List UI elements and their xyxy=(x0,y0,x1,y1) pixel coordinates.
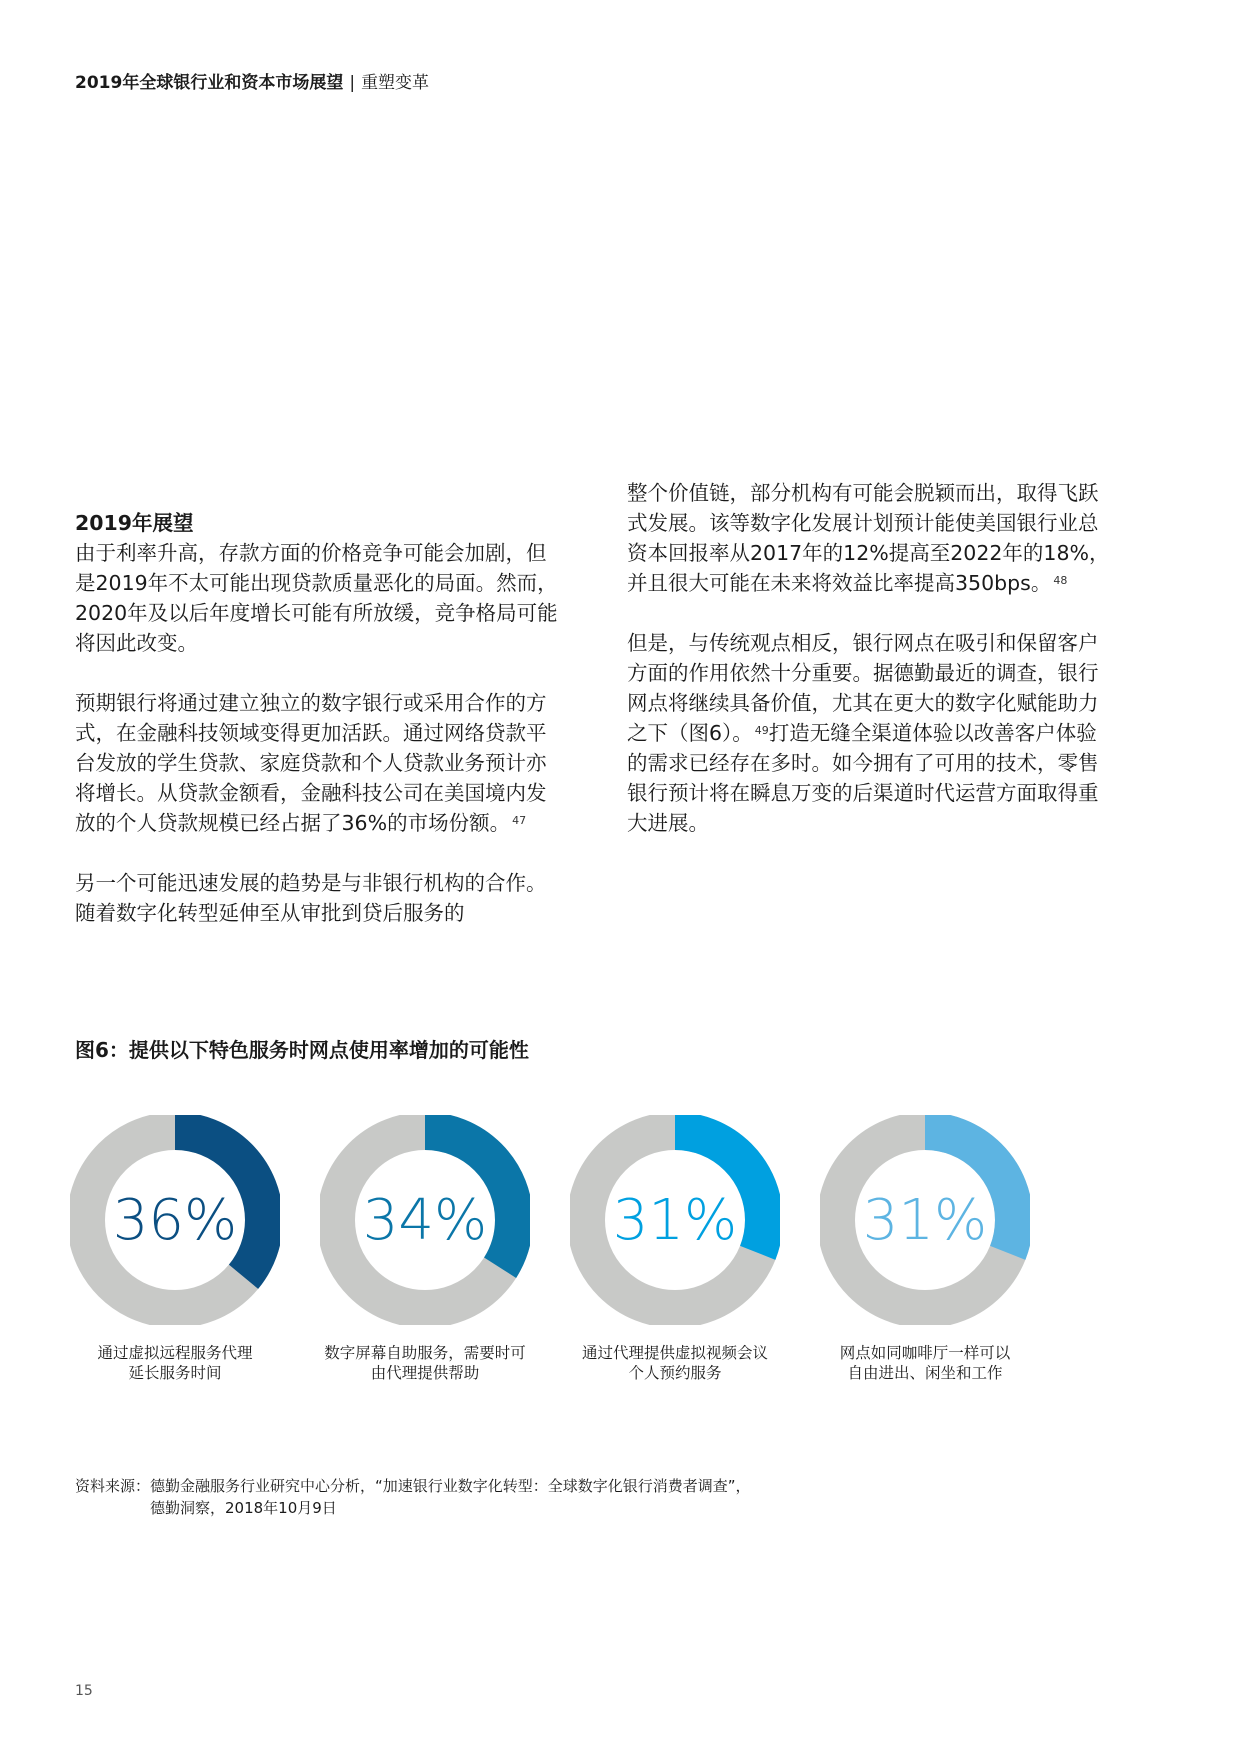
donut-1-svg xyxy=(70,1115,280,1325)
donut-2-value-label: 34% xyxy=(362,1188,488,1253)
donut-2-caption xyxy=(300,1343,550,1383)
donut-4-caption-line1: 网点如同咖啡厅一样可以 xyxy=(839,1344,1011,1362)
donut-4-caption-line2: 自由进出、闲坐和工作 xyxy=(847,1364,1003,1382)
source-note xyxy=(75,1475,751,1519)
donut-4-svg xyxy=(820,1115,1030,1325)
header-subtitle: 重塑变革 xyxy=(361,73,430,93)
left-paragraph-2 xyxy=(75,688,565,838)
donut-3-svg xyxy=(570,1115,780,1325)
left-column xyxy=(75,508,565,958)
figure-title: 图6：提供以下特色服务时网点使用率增加的可能性 xyxy=(75,1038,529,1062)
right-paragraph-2a-text: 但是，与传统观点相反，银行网点在吸引和保留客户方面的作用依然十分重要。据德勤最近的调查，银行网点将继续具备价值，尤其在更大的数字化赋能助力之下（图6）。 xyxy=(627,631,1099,745)
donut-1 xyxy=(50,1115,300,1383)
donut-4-value-label: 31% xyxy=(862,1188,988,1253)
left-paragraph-1: 由于利率升高，存款方面的价格竞争可能会加剧，但是2019年不太可能出现贷款质量恶化的局面。然而，2020年及以后年度增长可能有所放缓，竞争格局可能将因此改变。 xyxy=(75,541,558,655)
section-heading: 2019年展望 xyxy=(75,511,194,535)
donut-3-caption-line1: 通过代理提供虚拟视频会议 xyxy=(581,1344,768,1362)
donut-2-svg xyxy=(320,1115,530,1325)
running-header xyxy=(75,72,429,94)
footnote-ref-47: 47 xyxy=(512,814,527,827)
donut-3 xyxy=(550,1115,800,1383)
left-paragraph-3: 另一个可能迅速发展的趋势是与非银行机构的合作。随着数字化转型延伸至从审批到贷后服务的 xyxy=(75,871,547,925)
donut-1-caption-line1: 通过虚拟远程服务代理 xyxy=(97,1344,253,1362)
donut-2 xyxy=(300,1115,550,1383)
right-paragraph-2b-text: 打造无缝全渠道体验以改善客户体验的需求已经存在多时。如今拥有了可用的技术，零售银行预计将在瞬息万变的后渠道时代运营方面取得重大进展。 xyxy=(627,721,1099,835)
header-title: 2019年全球银行业和资本市场展望 xyxy=(75,73,344,93)
footnote-ref-48: 48 xyxy=(1053,574,1068,587)
donut-4-caption xyxy=(800,1343,1050,1383)
source-line-1: 资料来源：德勤金融服务行业研究中心分析，“加速银行业数字化转型：全球数字化银行消费者调查”， xyxy=(75,1477,751,1495)
donut-1-value-label: 36% xyxy=(112,1188,238,1253)
right-paragraph-1-text: 整个价值链，部分机构有可能会脱颖而出，取得飞跃式发展。该等数字化发展计划预计能使美国银行业总资本回报率从2017年的12%提高至2022年的18%，并且很大可能在未来将效益比率提高350bps。 xyxy=(627,481,1110,595)
donut-3-value-label: 31% xyxy=(612,1188,738,1253)
donut-2-caption-line1: 数字屏幕自助服务，需要时可 xyxy=(324,1344,526,1362)
donut-4 xyxy=(800,1115,1050,1383)
donut-1-caption xyxy=(50,1343,300,1383)
header-separator: | xyxy=(349,73,356,93)
donut-1-caption-line2: 延长服务时间 xyxy=(128,1364,222,1382)
source-line-2: 德勤洞察，2018年10月9日 xyxy=(150,1499,337,1517)
donut-charts xyxy=(0,1115,1240,1415)
right-paragraph-1 xyxy=(627,478,1117,598)
donut-3-caption-line2: 个人预约服务 xyxy=(628,1364,722,1382)
right-column xyxy=(627,478,1117,868)
page-number: 15 xyxy=(75,1683,93,1699)
left-paragraph-2-text: 预期银行将通过建立独立的数字银行或采用合作的方式，在金融科技领域变得更加活跃。通过网络贷款平台发放的学生贷款、家庭贷款和个人贷款业务预计亦将增长。从贷款金额看，金融科技公司在美国境内发放的个人贷款规模已经占据了36%的市场份额。 xyxy=(75,691,547,835)
right-paragraph-2 xyxy=(627,628,1117,838)
donut-3-caption xyxy=(550,1343,800,1383)
footnote-ref-49: 49 xyxy=(754,724,769,737)
donut-2-caption-line2: 由代理提供帮助 xyxy=(370,1364,480,1382)
